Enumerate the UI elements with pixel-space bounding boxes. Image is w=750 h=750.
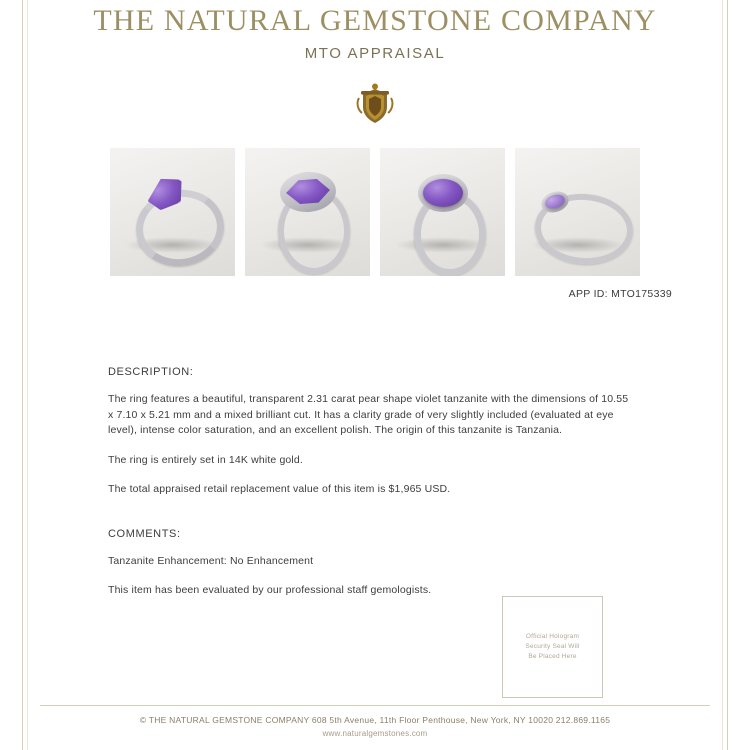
- comments-paragraph-1: Tanzanite Enhancement: No Enhancement: [108, 554, 314, 567]
- heraldic-crest-icon: [355, 82, 395, 126]
- ring-photo-angled-pear-tanzanite: [110, 148, 235, 276]
- description-paragraph-3: The total appraised retail replacement value of this item is $1,965 USD.: [108, 483, 451, 495]
- hologram-line-2: Security Seal Will: [525, 643, 580, 650]
- footer-address: © THE NATURAL GEMSTONE COMPANY 608 5th Avenue, 11th Floor Penthouse, New York, NY 10020 212.869.1165: [139, 715, 611, 725]
- crest-container: [40, 82, 710, 126]
- hologram-seal-text: [525, 632, 579, 662]
- app-id: APP ID: MTO175339: [568, 288, 672, 300]
- company-name: THE NATURAL GEMSTONE COMPANY: [93, 4, 657, 37]
- right-border-rule-inner: [722, 0, 723, 750]
- hologram-line-3: Be Placed Here: [528, 653, 577, 660]
- description-paragraph-2: The ring is entirely set in 14K white gold.: [108, 453, 303, 466]
- document-content: [40, 0, 710, 750]
- ring-photo-profile-side: [515, 148, 640, 276]
- body-block: [40, 366, 710, 599]
- document-title: MTO APPRAISAL: [304, 45, 446, 62]
- footer-divider: [40, 705, 710, 706]
- ring-photo-gallery: [40, 148, 710, 276]
- left-border-rule-inner: [27, 0, 28, 750]
- footer-website[interactable]: www.naturalgemstones.com: [322, 729, 428, 738]
- ring-photo-upright-front: [380, 148, 505, 276]
- left-border-rule: [22, 0, 23, 750]
- comments-label: COMMENTS:: [108, 527, 181, 540]
- footer: [40, 705, 710, 738]
- hologram-seal-placeholder: [502, 596, 603, 698]
- ring-photo-top-view-marquise: [245, 148, 370, 276]
- tanzanite-gem: [423, 179, 463, 207]
- right-border-rule: [727, 0, 728, 750]
- comments-paragraph-2: This item has been evaluated by our professional staff gemologists.: [108, 584, 432, 596]
- description-paragraph-1: The ring features a beautiful, transparent 2.31 carat pear shape violet tanzanite with the dimensions of 10.55 x 7.10 x 5.21 mm and a mixed brilliant cut. It has a clarity grade of very slightly included (evaluated at eye level), intense color saturation, and an excellent polish. The origin of this tanzanite is Tanzania.: [108, 393, 629, 436]
- description-label: DESCRIPTION:: [108, 366, 194, 378]
- hologram-line-1: Official Hologram: [525, 633, 580, 640]
